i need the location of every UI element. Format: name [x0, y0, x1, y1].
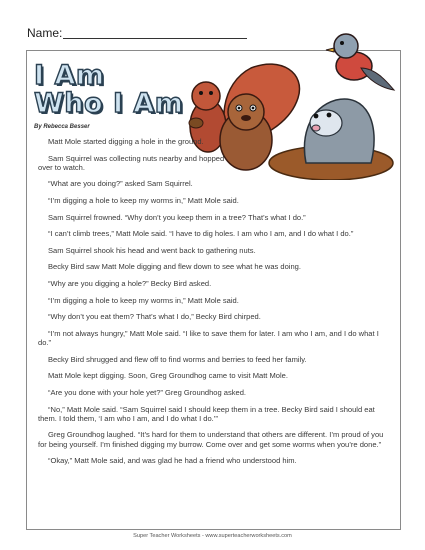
story-paragraph-10: “I’m digging a hole to keep my worms in,” Matt Mole said. [48, 295, 239, 305]
title-line-1: I Am [34, 60, 105, 91]
story-paragraph-11: “Why don’t you eat them? That’s what I do,” Becky Bird chirped. [48, 312, 261, 322]
name-label: Name: [27, 26, 63, 40]
story-paragraph-7: Sam Squirrel shook his head and went back to gathering nuts. [48, 245, 256, 255]
story-paragraph-15: “Are you done with your hole yet?” Greg Groundhog asked. [48, 387, 247, 397]
byline: By Rebecca Besser [34, 124, 90, 130]
mole-face [310, 110, 342, 136]
story-paragraph-1: Matt Mole started digging a hole in the ground. [48, 137, 204, 146]
story-paragraph-3: “What are you doing?” asked Sam Squirrel. [48, 179, 193, 189]
story-paragraph-13: Becky Bird shrugged and flew off to find worms and berries to feed her family. [48, 354, 307, 364]
bird-wing [361, 68, 394, 90]
story-paragraph-9: “Why are you digging a hole?” Becky Bird asked. [48, 279, 212, 289]
story-paragraph-8: Becky Bird saw Matt Mole digging and flew down to see what he was doing. [48, 262, 301, 272]
story-paragraph-2: Sam Squirrel was collecting nuts nearby and hopped over to watch. [38, 153, 225, 172]
story-paragraph-18: “Okay,” Matt Mole said, and was glad he had a friend who understood him. [48, 456, 297, 466]
story-paragraph-12: “I’m not always hungry,” Matt Mole said. “I like to save them for later. I am who I am, and I do what I do.” [38, 328, 379, 348]
story-paragraph-17: Greg Groundhog laughed. “It’s hard for them to understand that others are different. I’m proud of you for being yourself. I’m finished digging my burrow. Come over and get some worms when you’re done.” [38, 430, 384, 449]
story-paragraph-4: “I’m digging a hole to keep my worms in,” Matt Mole said. [48, 196, 239, 206]
story-paragraph-14: Matt Mole kept digging. Soon, Greg Groundhog came to visit Matt Mole. [48, 371, 288, 381]
groundhog-head [228, 94, 264, 130]
squirrel-head [192, 82, 220, 110]
story-paragraph-6: “I can’t climb trees,” Matt Mole said. “I have to dig holes. I am who I am, and I do what I do.” [48, 229, 354, 239]
footer: Super Teacher Worksheets - www.superteacherworksheets.com [133, 533, 292, 539]
story-paragraph-16: “No,” Matt Mole said. “Sam Squirrel said I should keep them in a tree. Becky Bird said I should eat them. I told them, ‘I am who I am, and I do what I do.’” [38, 404, 375, 423]
story-paragraph-5: Sam Squirrel frowned. “Why don’t you keep them in a tree? That’s what I do.” [48, 212, 306, 222]
bird-head [334, 34, 358, 58]
title-line-2: Who I Am [34, 88, 184, 119]
story-text [38, 137, 390, 473]
nut [189, 118, 203, 128]
